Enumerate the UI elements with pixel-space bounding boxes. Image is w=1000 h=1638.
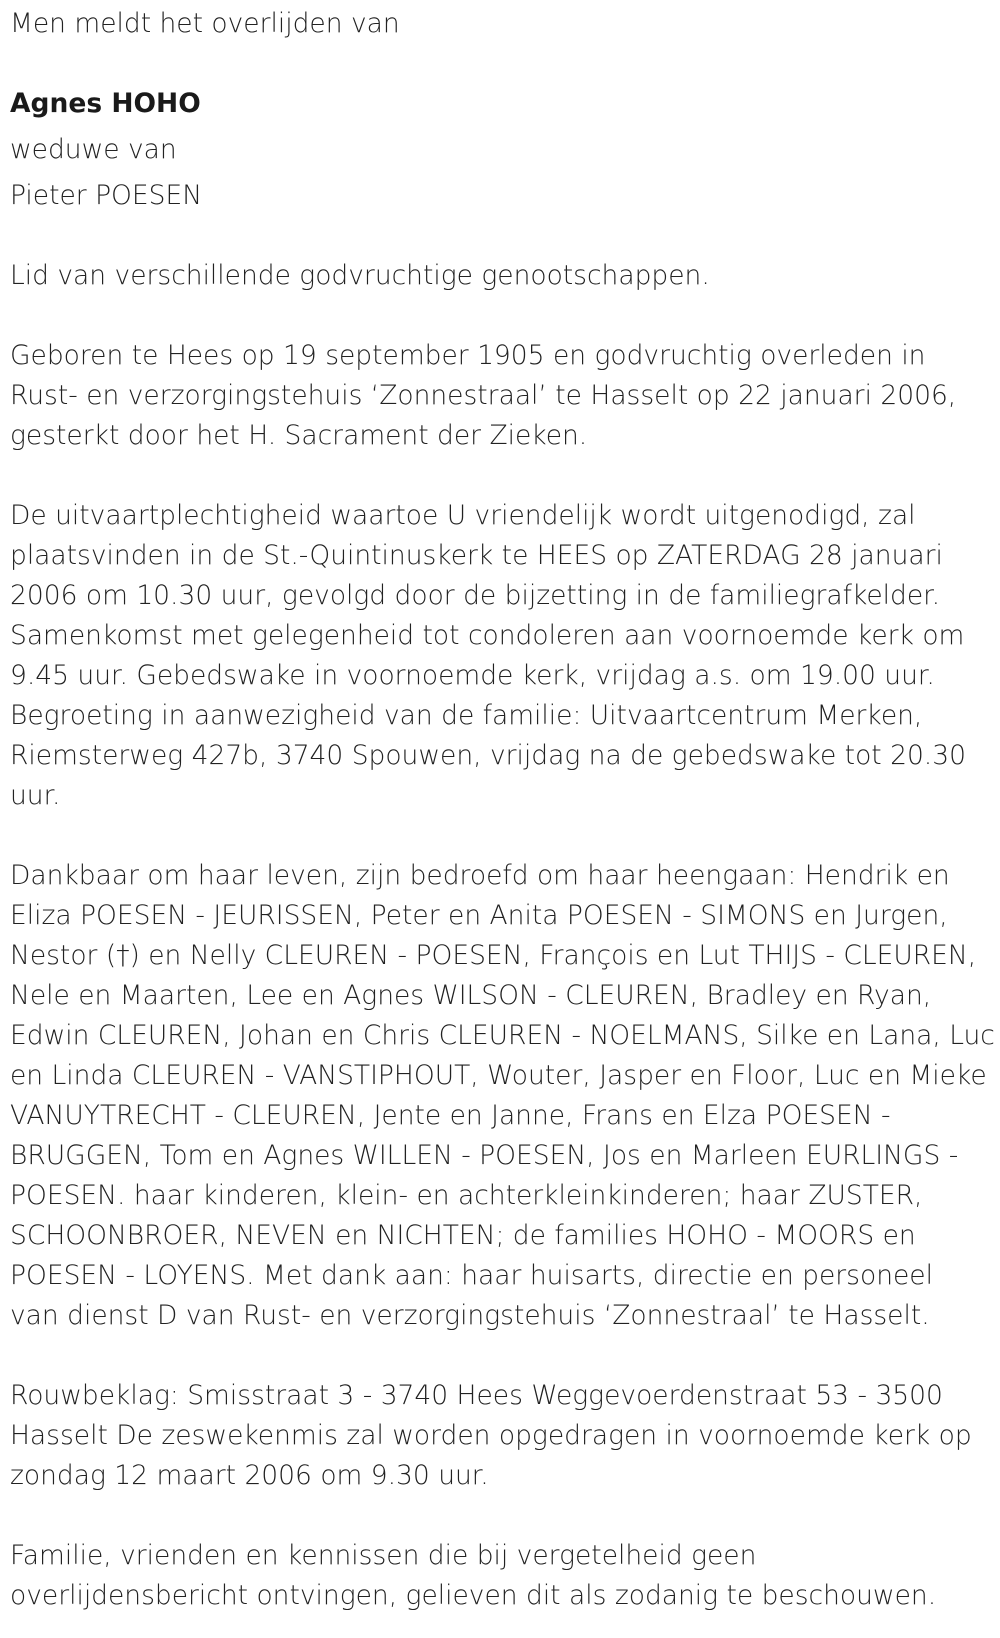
paragraph-line: Geboren te Hees op 19 september 1905 en godvruchtig overleden in xyxy=(10,340,926,371)
paragraph-line: Eliza POESEN - JEURISSEN, Peter en Anita POESEN - SIMONS en Jurgen, xyxy=(10,900,948,931)
paragraph-line: zondag 12 maart 2006 om 9.30 uur. xyxy=(10,1460,489,1491)
widow-of-label: weduwe van xyxy=(10,134,177,165)
paragraph-line: Begroeting in aanwezigheid van de familie: Uitvaartcentrum Merken, xyxy=(10,700,923,731)
intro-text: Men meldt het overlijden van xyxy=(10,8,400,39)
spouse-name: Pieter POESEN xyxy=(10,180,203,211)
paragraph-line: 9.45 uur. Gebedswake in voornoemde kerk, vrijdag a.s. om 19.00 uur. xyxy=(10,660,935,691)
paragraph-line: gesterkt door het H. Sacrament der Zieken. xyxy=(10,420,588,451)
paragraph-line: Nele en Maarten, Lee en Agnes WILSON - CLEUREN, Bradley en Ryan, xyxy=(10,980,932,1011)
paragraph-line: Samenkomst met gelegenheid tot condoleren aan voornoemde kerk om xyxy=(10,620,965,651)
paragraph-line: plaatsvinden in de St.-Quintinuskerk te HEES op ZATERDAG 28 januari xyxy=(10,540,943,571)
paragraph-line: 2006 om 10.30 uur, gevolgd door de bijzetting in de familiegrafkelder. xyxy=(10,580,941,611)
paragraph-line: overlijdensbericht ontvingen, gelieven dit als zodanig te beschouwen. xyxy=(10,1580,937,1611)
death-announcement xyxy=(10,4,995,1616)
paragraph-line: Rouwbeklag: Smisstraat 3 - 3740 Hees Weggevoerdenstraat 53 - 3500 xyxy=(10,1380,943,1411)
paragraph-line: POESEN - LOYENS. Met dank aan: haar huisarts, directie en personeel xyxy=(10,1260,933,1291)
paragraph-line: POESEN. haar kinderen, klein- en achterkleinkinderen; haar ZUSTER, xyxy=(10,1180,923,1211)
closing-paragraph xyxy=(10,1536,985,1616)
membership-text: Lid van verschillende godvruchtige genootschappen. xyxy=(10,260,710,291)
deceased-name xyxy=(10,84,985,124)
paragraph-line: en Linda CLEUREN - VANSTIPHOUT, Wouter, Jasper en Floor, Luc en Mieke xyxy=(10,1060,987,1091)
paragraph-line: BRUGGEN, Tom en Agnes WILLEN - POESEN, Jos en Marleen EURLINGS - xyxy=(10,1140,959,1171)
paragraph-line: Familie, vrienden en kennissen die bij vergetelheid geen xyxy=(10,1540,757,1571)
names-block xyxy=(10,84,985,216)
paragraph-line: Nestor (†) en Nelly CLEUREN - POESEN, François en Lut THIJS - CLEUREN, xyxy=(10,940,977,971)
birth-death-paragraph xyxy=(10,336,985,456)
paragraph-line: Dankbaar om haar leven, zijn bedroefd om haar heengaan: Hendrik en xyxy=(10,860,950,891)
paragraph-line: van dienst D van Rust- en verzorgingstehuis ‘Zonnestraal’ te Hasselt. xyxy=(10,1300,930,1331)
deceased-name-text: Agnes HOHO xyxy=(10,88,201,119)
paragraph-line: uur. xyxy=(10,780,61,811)
paragraph-line: Riemsterweg 427b, 3740 Spouwen, vrijdag na de gebedswake tot 20.30 xyxy=(10,740,966,771)
paragraph-line: Hasselt De zeswekenmis zal worden opgedragen in voornoemde kerk op xyxy=(10,1420,972,1451)
funeral-paragraph xyxy=(10,496,985,816)
paragraph-line: De uitvaartplechtigheid waartoe U vriendelijk wordt uitgenodigd, zal xyxy=(10,500,916,531)
paragraph-line: Edwin CLEUREN, Johan en Chris CLEUREN - NOELMANS, Silke en Lana, Luc xyxy=(10,1020,995,1051)
paragraph-line: Rust- en verzorgingstehuis ‘Zonnestraal’ te Hasselt op 22 januari 2006, xyxy=(10,380,957,411)
family-paragraph xyxy=(10,856,995,1336)
membership-paragraph xyxy=(10,256,985,296)
paragraph-line: SCHOONBROER, NEVEN en NICHTEN; de families HOHO - MOORS en xyxy=(10,1220,916,1251)
paragraph-line: VANUYTRECHT - CLEUREN, Jente en Janne, Frans en Elza POESEN - xyxy=(10,1100,891,1131)
mourning-paragraph xyxy=(10,1376,985,1496)
announcement-intro-block xyxy=(10,4,985,44)
